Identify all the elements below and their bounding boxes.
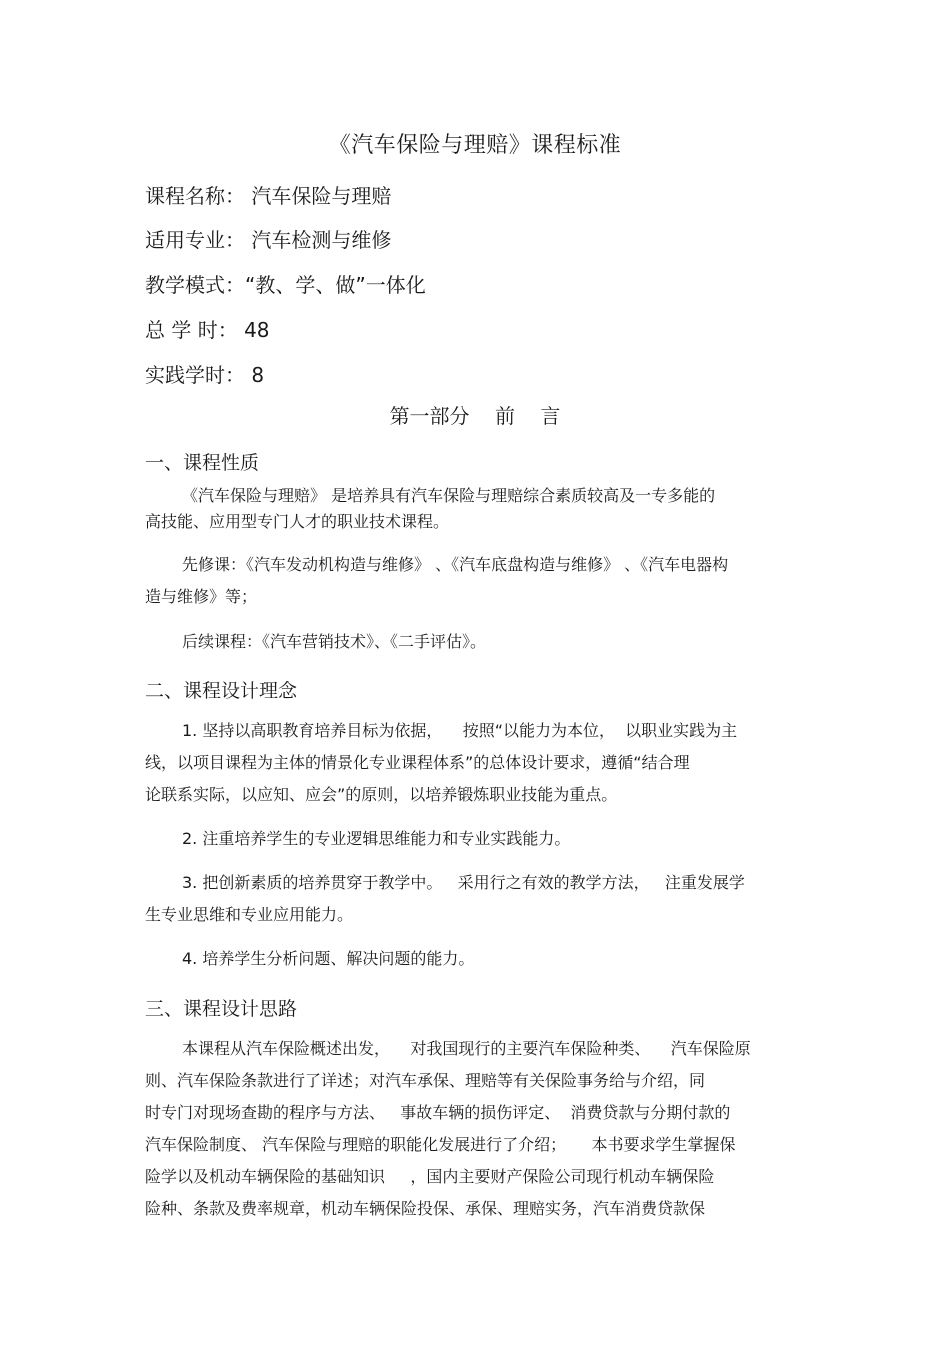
paragraph-line: 险种、条款及费率规章，机动车辆保险投保、承保、理赔实务，汽车消费贷款保: [145, 1199, 706, 1218]
paragraph-line: 高技能、应用型专门人才的职业技术课程。: [145, 512, 450, 531]
document-title: 《汽车保险与理赔》课程标准: [328, 133, 622, 158]
paragraph-line: 1. 坚持以高职教育培养目标为依据， 按照“以能力为本位， 以职业实践为主: [182, 721, 738, 740]
applicable-major: 适用专业： 汽车检测与维修: [145, 228, 392, 252]
paragraph-line: 造与维修》等；: [145, 587, 258, 606]
total-hours: 总 学 时： 48: [145, 318, 270, 342]
paragraph-line: 线，以项目课程为主体的情景化专业课程体系”的总体设计要求，遵循“结合理: [145, 753, 690, 772]
paragraph-line: 《汽车保险与理赔》 是培养具有汽车保险与理赔综合素质较高及一专多能的: [182, 486, 716, 505]
section-heading: 三、课程设计思路: [145, 998, 298, 1020]
teaching-mode: 教学模式：“教、学、做”一体化: [145, 273, 426, 297]
paragraph-line: 3. 把创新素质的培养贯穿于教学中。 采用行之有效的教学方法， 注重发展学: [182, 873, 745, 892]
section-heading: 一、课程性质: [145, 452, 260, 474]
part-title: 第一部分 前 言: [389, 404, 561, 428]
section-heading: 二、课程设计理念: [145, 680, 298, 702]
paragraph-line: 时专门对现场查勘的程序与方法、 事故车辆的损伤评定、 消费贷款与分期付款的: [145, 1103, 731, 1122]
paragraph-line: 生专业思维和专业应用能力。: [145, 905, 354, 924]
practice-hours: 实践学时： 8: [145, 363, 265, 387]
course-name: 课程名称： 汽车保险与理赔: [145, 184, 392, 208]
paragraph-line: 后续课程：《汽车营销技术》、《二手评估》。: [182, 632, 487, 651]
paragraph-line: 论联系实际，以应知、应会”的原则，以培养锻炼职业技能为重点。: [145, 785, 618, 804]
paragraph-line: 则、汽车保险条款进行了详述；对汽车承保、理赔等有关保险事务给与介绍，同: [145, 1071, 706, 1090]
paragraph-line: 汽车保险制度、 汽车保险与理赔的职能化发展进行了介绍； 本书要求学生掌握保: [145, 1135, 736, 1154]
paragraph-line: 先修课：《汽车发动机构造与维修》 、《汽车底盘构造与维修》 、《汽车电器构: [182, 555, 729, 574]
paragraph-line: 4. 培养学生分析问题、解决问题的能力。: [182, 949, 475, 968]
paragraph-line: 2. 注重培养学生的专业逻辑思维能力和专业实践能力。: [182, 829, 571, 848]
paragraph-line: 险学以及机动车辆保险的基础知识 ，国内主要财产保险公司现行机动车辆保险: [145, 1167, 715, 1186]
paragraph-line: 本课程从汽车保险概述出发， 对我国现行的主要汽车保险种类、 汽车保险原: [182, 1039, 751, 1058]
